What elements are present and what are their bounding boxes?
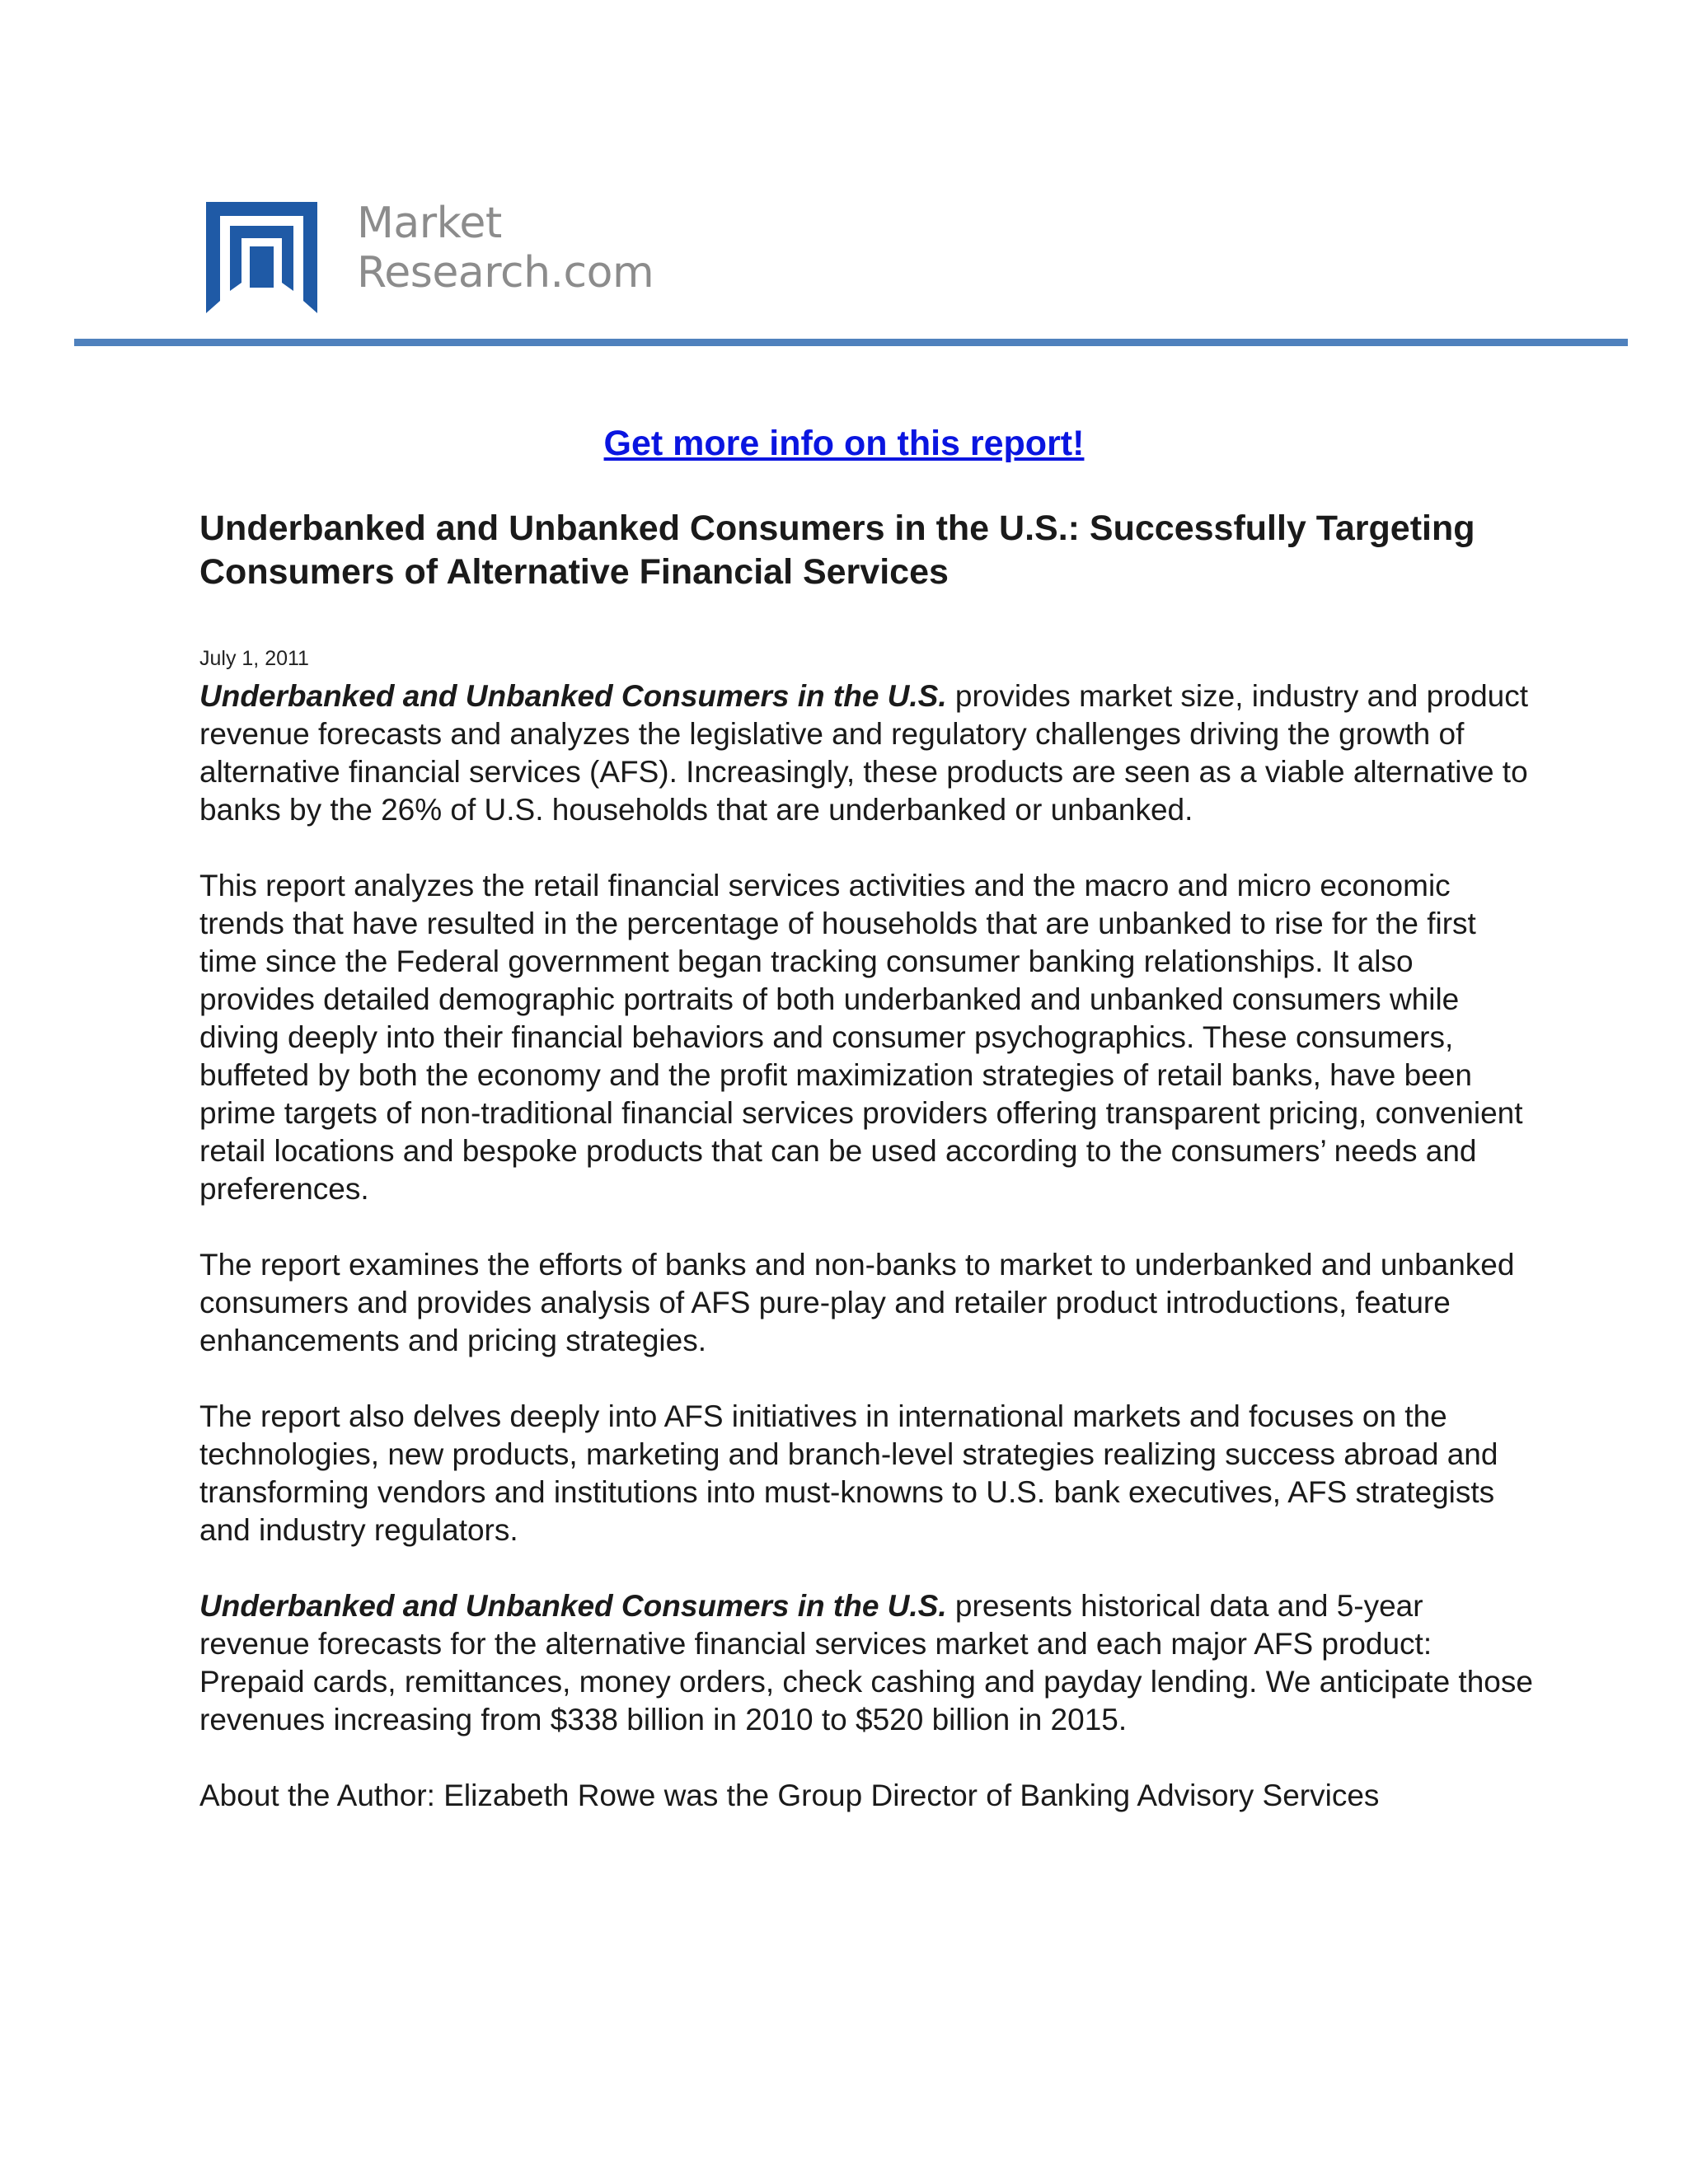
- logo-wordmark: [357, 199, 654, 298]
- report-body: [199, 677, 1535, 1815]
- cta-container: [0, 419, 1688, 468]
- report-title: Underbanked and Unbanked Consumers in the U.S.: Successfully Targeting Consumers of Alternative Financial Services: [199, 509, 1475, 592]
- paragraph-4: The report also delves deeply into AFS initiatives in international markets and focuses on the technologies, new products, marketing and branch-level strategies realizing success abroad and transforming vendors and institutions into must-knowns to U.S. bank executives, AFS strategists and industry regulators.: [199, 1399, 1498, 1547]
- paragraph-6: About the Author: Elizabeth Rowe was the Group Director of Banking Advisory Services: [199, 1779, 1380, 1812]
- paragraph-5: [199, 1587, 1535, 1739]
- header-divider: [74, 339, 1628, 346]
- paragraph-5-lead: Underbanked and Unbanked Consumers in the U.S.: [199, 1589, 947, 1623]
- paragraph-1: [199, 677, 1535, 829]
- marketresearch-logo: [206, 199, 654, 313]
- get-more-info-link[interactable]: Get more info on this report!: [603, 424, 1085, 463]
- paragraph-1-text: provides market size, industry and product revenue forecasts and analyzes the legislative and regulatory challenges driving the growth of alternative financial services (AFS). Increasingly, these products are seen as a viable alternative to banks by the 26% of U.S. households that are underbanked or unbanked.: [199, 679, 1529, 827]
- paragraph-2: This report analyzes the retail financial services activities and the macro and micro economic trends that have resulted in the percentage of households that are unbanked to rise for the first time since the Federal government began tracking consumer banking relationships. It also provides detailed demographic portraits of both underbanked and unbanked consumers while diving deeply into their financial behaviors and consumer psychographics. These consumers, buffeted by both the economy and the profit maximization strategies of retail banks, have been prime targets of non-traditional financial services providers offering transparent pricing, convenient retail locations and bespoke products that can be used according to the consumers’ needs and preferences.: [199, 869, 1523, 1206]
- marketresearch-logo-mark: [206, 202, 317, 313]
- paragraph-5-text: presents historical data and 5-year revenue forecasts for the alternative financial services market and each major AFS product: Prepaid cards, remittances, money orders, check cashing and payday lending. We anticipate those revenues increasing from $338 billion in 2010 to $520 billion in 2015.: [199, 1589, 1533, 1736]
- report-date: July 1, 2011: [199, 647, 309, 670]
- logo-line-1: Market: [357, 199, 502, 248]
- paragraph-3: The report examines the efforts of banks and non-banks to market to underbanked and unbanked consumers and provides analysis of AFS pure-play and retailer product introductions, feature enhancements and pricing strategies.: [199, 1248, 1515, 1357]
- logo-line-2: Research.com: [357, 248, 654, 298]
- paragraph-1-lead: Underbanked and Unbanked Consumers in the U.S.: [199, 679, 947, 713]
